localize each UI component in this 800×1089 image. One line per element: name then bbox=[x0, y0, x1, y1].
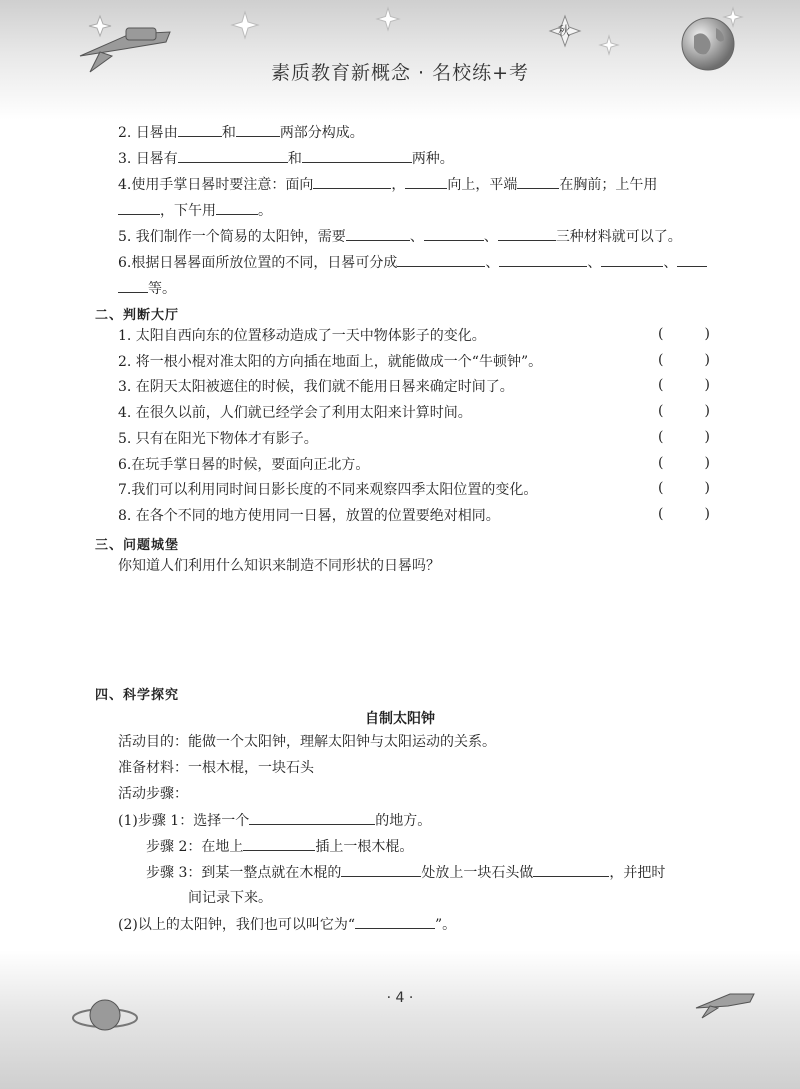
answer-blank[interactable] bbox=[118, 278, 148, 293]
question-5: 5. 我们制作一个简易的太阳钟，需要 、 、 三种材料就可以了。 bbox=[118, 226, 682, 247]
space-shuttle-icon bbox=[690, 980, 760, 1020]
question-sun-clock-name: (2)以上的太阳钟，我们也可以叫它为“ ”。 bbox=[118, 914, 456, 935]
activity-steps-label: 活动步骤： bbox=[118, 786, 188, 802]
judge-item: 4. 在很久以前，人们就已经学会了利用太阳来计算时间。 bbox=[118, 405, 472, 421]
judge-item: 2. 将一根小棍对准太阳的方向插在地面上，就能做成一个“牛顿钟”。 bbox=[118, 354, 543, 370]
answer-parentheses[interactable] bbox=[658, 480, 710, 496]
answer-blank[interactable] bbox=[355, 914, 435, 929]
answer-blank[interactable] bbox=[533, 862, 609, 877]
answer-blank[interactable] bbox=[178, 148, 288, 163]
answer-blank[interactable] bbox=[302, 148, 412, 163]
star-icon bbox=[230, 10, 260, 40]
paren-open: ( bbox=[658, 480, 664, 496]
answer-blank[interactable] bbox=[601, 252, 663, 267]
paren-close: ) bbox=[704, 455, 710, 471]
judge-item: 8. 在各个不同的地方使用同一日晷，放置的位置要绝对相同。 bbox=[118, 508, 500, 524]
page-number: · 4 · bbox=[386, 990, 414, 1006]
paren-open: ( bbox=[658, 377, 664, 393]
paren-open: ( bbox=[658, 352, 664, 368]
step-1: (1)步骤 1：选择一个 的地方。 bbox=[118, 810, 431, 831]
paren-close: ) bbox=[704, 506, 710, 522]
judge-item: 3. 在阴天太阳被遮住的时候，我们就不能用日晷来确定时间了。 bbox=[118, 379, 514, 395]
answer-parentheses[interactable] bbox=[658, 403, 710, 419]
paren-close: ) bbox=[704, 352, 710, 368]
answer-parentheses[interactable] bbox=[658, 352, 710, 368]
paren-open: ( bbox=[658, 506, 664, 522]
step-2: 步骤 2：在地上 插上一根木棍。 bbox=[146, 836, 413, 857]
answer-blank[interactable] bbox=[118, 200, 160, 215]
planet-icon bbox=[70, 990, 140, 1040]
judge-item: 5. 只有在阳光下物体才有影子。 bbox=[118, 431, 318, 447]
question-3: 3. 日晷有 和 两种。 bbox=[118, 148, 454, 169]
answer-parentheses[interactable] bbox=[658, 326, 710, 342]
answer-parentheses[interactable] bbox=[658, 377, 710, 393]
answer-blank[interactable] bbox=[346, 226, 410, 241]
activity-title: 自制太阳钟 bbox=[365, 711, 435, 727]
judge-item: 1. 太阳自西向东的位置移动造成了一天中物体影子的变化。 bbox=[118, 328, 486, 344]
question-4-cont: ，下午用 。 bbox=[118, 200, 272, 221]
paren-open: ( bbox=[658, 455, 664, 471]
section-heading: 二、判断大厅 bbox=[95, 308, 180, 323]
star-icon bbox=[598, 34, 620, 56]
section-heading: 四、科学探究 bbox=[95, 688, 180, 703]
star-icon bbox=[722, 6, 744, 28]
step-3: 步骤 3：到某一整点就在木棍的 处放上一块石头做 ，并把时 bbox=[146, 862, 665, 883]
answer-blank[interactable] bbox=[405, 174, 447, 189]
answer-blank[interactable] bbox=[249, 810, 375, 825]
paren-close: ) bbox=[704, 429, 710, 445]
answer-blank[interactable] bbox=[178, 122, 222, 137]
answer-parentheses[interactable] bbox=[658, 506, 710, 522]
answer-blank[interactable] bbox=[243, 836, 315, 851]
answer-blank[interactable] bbox=[424, 226, 484, 241]
paren-open: ( bbox=[658, 429, 664, 445]
answer-blank[interactable] bbox=[498, 226, 556, 241]
answer-blank[interactable] bbox=[313, 174, 391, 189]
star-icon bbox=[375, 6, 401, 32]
answer-blank[interactable] bbox=[677, 252, 707, 267]
question-6: 6.根据日晷晷面所放位置的不同，日晷可分成 、 、 、 bbox=[118, 252, 707, 273]
paren-close: ) bbox=[704, 480, 710, 496]
answer-blank[interactable] bbox=[341, 862, 421, 877]
judge-item: 6.在玩手掌日晷的时候，要面向正北方。 bbox=[118, 457, 370, 473]
paren-open: ( bbox=[658, 326, 664, 342]
answer-blank[interactable] bbox=[517, 174, 559, 189]
answer-blank[interactable] bbox=[216, 200, 258, 215]
page-title: 素质教育新概念 · 名校练+考 bbox=[270, 62, 530, 84]
paren-close: ) bbox=[704, 326, 710, 342]
paren-close: ) bbox=[704, 403, 710, 419]
answer-blank[interactable] bbox=[397, 252, 485, 267]
answer-parentheses[interactable] bbox=[658, 455, 710, 471]
question-6-cont: 等。 bbox=[118, 278, 176, 299]
answer-blank[interactable] bbox=[499, 252, 587, 267]
question-2: 2. 日晷由 和 两部分构成。 bbox=[118, 122, 364, 143]
activity-purpose: 活动目的：能做一个太阳钟，理解太阳钟与太阳运动的关系。 bbox=[118, 734, 496, 750]
answer-blank[interactable] bbox=[236, 122, 280, 137]
activity-materials: 准备材料：一根木棍，一块石头 bbox=[118, 760, 314, 776]
paren-open: ( bbox=[658, 403, 664, 419]
season-tag: 秋 bbox=[558, 24, 571, 38]
question-4: 4.使用手掌日晷时要注意：面向 ， 向上，平端 在胸前；上午用 bbox=[118, 174, 657, 195]
open-question: 你知道人们利用什么知识来制造不同形状的日晷吗？ bbox=[118, 558, 440, 574]
section-heading: 三、问题城堡 bbox=[95, 538, 180, 553]
step-3-cont: 间记录下来。 bbox=[188, 890, 272, 906]
answer-parentheses[interactable] bbox=[658, 429, 710, 445]
paren-close: ) bbox=[704, 377, 710, 393]
judge-item: 7.我们可以利用同时间日影长度的不同来观察四季太阳位置的变化。 bbox=[118, 482, 538, 498]
